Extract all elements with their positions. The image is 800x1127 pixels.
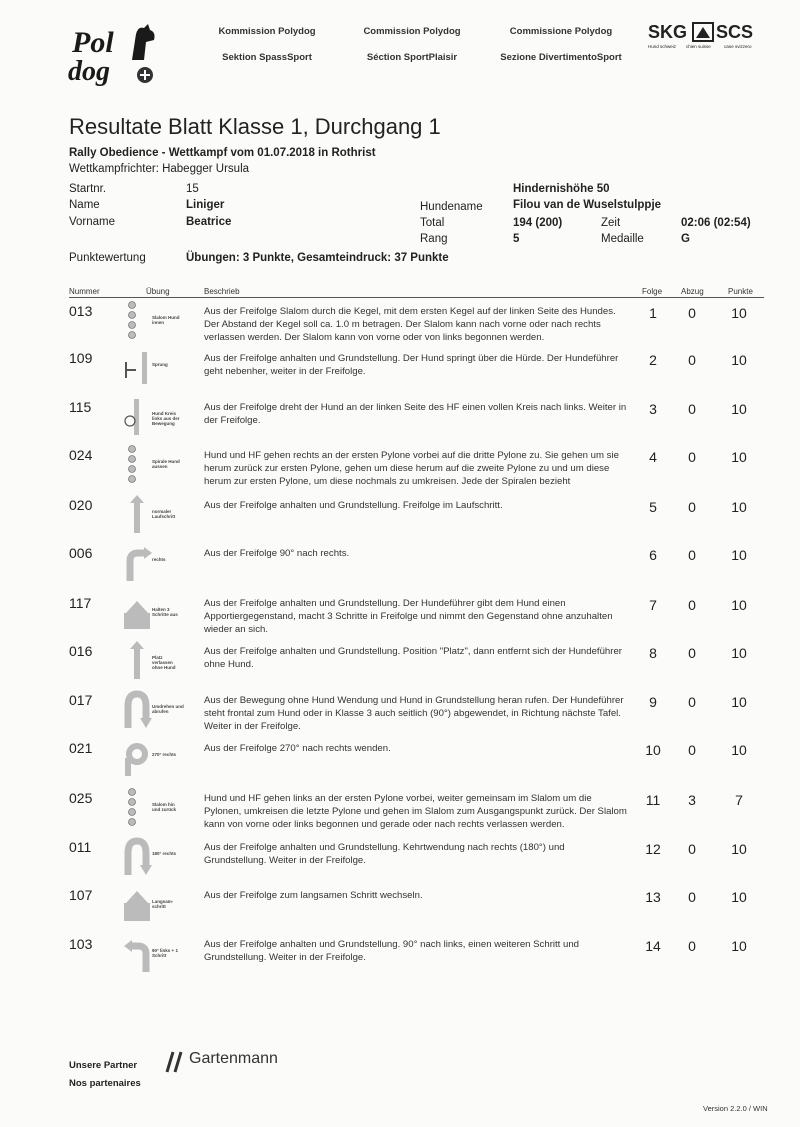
exercise-description: Aus der Freifolge anhalten und Grundstellung. Freifolge im Laufschritt. <box>204 500 503 511</box>
startnr-label: Startnr. <box>69 183 107 195</box>
table-row <box>0 889 800 935</box>
abzug-value: 0 <box>688 742 696 758</box>
exercise-sign-label: 270° rechts <box>152 752 177 757</box>
exercise-sign-label: Sprung <box>152 362 168 367</box>
exercise-number: 115 <box>69 399 92 415</box>
table-row <box>0 352 800 398</box>
exercise-sign-label: Platz verlassen ohne Hund <box>152 655 176 670</box>
col-uebung: Übung <box>146 287 170 296</box>
col-punkte: Punkte <box>728 287 753 296</box>
exercise-number: 016 <box>69 643 93 659</box>
punkte-value: 10 <box>731 694 747 710</box>
vorname-value: Beatrice <box>186 216 232 228</box>
exercise-sign-label: Spirale Hund aussen <box>152 459 180 469</box>
folge-value: 4 <box>649 449 657 465</box>
exercise-description: Aus der Freifolge 270° nach rechts wenden. <box>204 743 391 754</box>
zeit-label: Zeit <box>601 217 621 229</box>
punkte-value: 10 <box>731 449 747 465</box>
table-row <box>0 305 800 351</box>
exercise-number: 117 <box>69 595 92 611</box>
rang-value: 5 <box>513 233 520 245</box>
col-folge: Folge <box>642 287 663 296</box>
abzug-value: 0 <box>688 841 696 857</box>
exercise-sign-icon <box>118 934 188 978</box>
exercise-sign-icon <box>118 788 188 832</box>
exercise-sign-icon <box>118 445 188 489</box>
punkte-label: Punktewertung <box>69 252 146 264</box>
folge-value: 7 <box>649 597 657 613</box>
punkte-value: 10 <box>731 938 747 954</box>
table-row <box>0 645 800 691</box>
total-label: Total <box>420 217 445 229</box>
exercise-number: 017 <box>69 692 93 708</box>
zeit-value: 02:06 (02:54) <box>681 217 751 229</box>
abzug-value: 0 <box>688 645 696 661</box>
punkte-value: 7 <box>735 792 743 808</box>
exercise-sign-icon <box>118 543 188 587</box>
folge-value: 10 <box>645 742 661 758</box>
table-row <box>0 499 800 545</box>
abzug-value: 0 <box>688 889 696 905</box>
hundename-label: Hundename <box>420 201 483 213</box>
skg-scs-logo <box>646 22 762 52</box>
folge-value: 6 <box>649 547 657 563</box>
gartenmann-logo <box>163 1048 283 1078</box>
logo-text-bottom: dog <box>68 56 110 87</box>
exercise-sign-label: Slalom hin und zurück <box>152 802 177 812</box>
section-de: Sektion SpassSport <box>222 52 312 63</box>
col-abzug: Abzug <box>681 287 704 296</box>
punkte-value: 10 <box>731 401 747 417</box>
exercise-number: 107 <box>69 887 93 903</box>
abzug-value: 0 <box>688 938 696 954</box>
sponsor-name: Gartenmann <box>189 1050 278 1067</box>
exercise-description: Aus der Bewegung ohne Hund Wendung und Hund in Grundstellung heran rufen. Der Hundeführer steht frontal zum Hund oder in Klasse 3 auch seitlich (90°) abgewendet, in Richtung nächste Tafel. Weiter in der Freifolge. <box>204 695 624 732</box>
exercise-sign-label: Halten 3 Schritte aus <box>152 607 178 617</box>
folge-value: 5 <box>649 499 657 515</box>
exercise-number: 109 <box>69 350 93 366</box>
commission-de: Kommission Polydog <box>218 26 316 37</box>
exercise-number: 013 <box>69 303 93 319</box>
skg-sub2: chien suisse <box>686 44 711 49</box>
punkte-value: 10 <box>731 305 747 321</box>
abzug-value: 0 <box>688 352 696 368</box>
folge-value: 9 <box>649 694 657 710</box>
table-row <box>0 597 800 643</box>
folge-value: 13 <box>645 889 661 905</box>
logo-text-top: Pol <box>72 26 114 59</box>
abzug-value: 0 <box>688 499 696 515</box>
version-text: Version 2.2.0 / WIN <box>703 1104 768 1113</box>
commission-fr: Commission Polydog <box>363 26 461 37</box>
exercise-number: 021 <box>69 740 93 756</box>
abzug-value: 3 <box>688 792 696 808</box>
hindernis-height: Hindernishöhe 50 <box>513 183 610 195</box>
exercise-number: 020 <box>69 497 93 513</box>
punkte-value: 10 <box>731 889 747 905</box>
exercise-sign-label: 180° rechts <box>152 851 177 856</box>
hundename-value: Filou van de Wuselstulppje <box>513 199 662 211</box>
abzug-value: 0 <box>688 401 696 417</box>
total-value: 194 (200) <box>513 217 563 229</box>
scs-text: SCS <box>716 22 754 42</box>
punkte-value: 10 <box>731 742 747 758</box>
dog-silhouette-icon <box>124 24 164 64</box>
skg-text: SKG <box>648 22 688 42</box>
folge-value: 14 <box>645 938 661 954</box>
table-row <box>0 401 800 447</box>
exercise-sign-icon <box>118 837 188 881</box>
folge-value: 2 <box>649 352 657 368</box>
table-row <box>0 742 800 788</box>
exercise-description: Aus der Freifolge anhalten und Grundstellung. Position "Platz", dann entfernt sich der Hundeführer ohne Hund. <box>204 646 622 670</box>
folge-value: 11 <box>645 792 661 808</box>
exercise-sign-label: Langsam- schritt <box>152 899 174 909</box>
competition-subtitle: Rally Obedience - Wettkampf vom 01.07.2018 in Rothrist <box>69 147 376 159</box>
exercise-sign-icon <box>118 641 188 685</box>
exercise-sign-icon <box>118 690 188 734</box>
exercise-description: Hund und HF gehen rechts an der ersten Pylone vorbei auf die dritte Pylone zu. Sie gehen um sie herum zurück zur ersten Pylone, gehen um diese herum auf die zweite Pylone zu und um diese herum zur ersten Pylone, um diese nochmals zu umkreisen. Jede der Spiralen bezieht <box>204 450 619 487</box>
exercise-sign-icon <box>118 885 188 929</box>
medaille-label: Medaille <box>601 233 644 245</box>
table-row <box>0 694 800 740</box>
partner-fr: Nos partenaires <box>69 1078 141 1089</box>
skg-sub3: cane svizzero <box>724 44 752 49</box>
table-row <box>0 841 800 887</box>
punkte-value: 10 <box>731 597 747 613</box>
abzug-value: 0 <box>688 547 696 563</box>
exercise-sign-icon <box>118 301 188 345</box>
col-nummer: Nummer <box>69 287 100 296</box>
exercise-sign-icon <box>118 397 188 441</box>
abzug-value: 0 <box>688 694 696 710</box>
exercise-sign-label: Slalom Hund innen <box>152 315 180 325</box>
exercise-description: Aus der Freifolge zum langsamen Schritt wechseln. <box>204 890 423 901</box>
exercise-sign-label: Hund Kreis links aus der Bewegung <box>152 411 180 426</box>
table-row <box>0 792 800 838</box>
name-value: Liniger <box>186 199 225 211</box>
polydog-logo <box>66 24 166 94</box>
medaille-value: G <box>681 233 690 245</box>
folge-value: 1 <box>649 305 657 321</box>
exercise-number: 006 <box>69 545 93 561</box>
exercise-description: Aus der Freifolge 90° nach rechts. <box>204 548 350 559</box>
folge-value: 3 <box>649 401 657 417</box>
house-icon <box>692 22 714 42</box>
page-title: Resultate Blatt Klasse 1, Durchgang 1 <box>69 114 441 139</box>
punkte-value: Übungen: 3 Punkte, Gesamteindruck: 37 Punkte <box>186 252 449 264</box>
exercise-number: 011 <box>69 839 92 855</box>
partner-de: Unsere Partner <box>69 1060 138 1071</box>
exercise-sign-label: normaler Laufschritt <box>152 509 176 519</box>
exercise-sign-label: 90° links + 1 Schritt <box>152 948 178 958</box>
section-it: Sezione DivertimentoSport <box>500 52 622 63</box>
punkte-value: 10 <box>731 499 747 515</box>
folge-value: 12 <box>645 841 661 857</box>
header-divider <box>69 297 764 298</box>
punkte-value: 10 <box>731 841 747 857</box>
rang-label: Rang <box>420 233 448 245</box>
exercise-description: Aus der Freifolge Slalom durch die Kegel, mit dem ersten Kegel auf der linken Seite des Hundes. Der Abstand der Kegel soll ca. 1.0 m betragen. Der Slalom kann nach vorne oder nach rechts verlassen werden. Der Slalom kann von vorne oder von links begonnen werden. <box>204 306 616 343</box>
punkte-value: 10 <box>731 645 747 661</box>
exercise-number: 024 <box>69 447 93 463</box>
exercise-description: Aus der Freifolge anhalten und Grundstellung. 90° nach links, einen weiteren Schritt und Grundstellung. Weiter in der Freifolge. <box>204 939 580 963</box>
punkte-value: 10 <box>731 547 747 563</box>
exercise-sign-label: Umdrehen und abrufen <box>152 704 184 714</box>
abzug-value: 0 <box>688 305 696 321</box>
exercise-sign-label: rechts <box>152 557 166 562</box>
punkte-value: 10 <box>731 352 747 368</box>
folge-value: 8 <box>649 645 657 661</box>
plus-circle-icon <box>136 66 154 84</box>
col-beschrieb: Beschrieb <box>204 287 240 296</box>
gartenmann-mark-icon <box>163 1050 185 1074</box>
abzug-value: 0 <box>688 449 696 465</box>
exercise-description: Aus der Freifolge anhalten und Grundstellung. Der Hund springt über die Hürde. Der Hundeführer geht nebenher, weiter in der Freifolge. <box>204 353 619 377</box>
commission-it: Commissione Polydog <box>509 26 613 37</box>
table-row <box>0 449 800 495</box>
exercise-number: 025 <box>69 790 93 806</box>
vorname-label: Vorname <box>69 216 116 228</box>
judge-name: Wettkampfrichter: Habegger Ursula <box>69 163 250 175</box>
exercise-description: Aus der Freifolge anhalten und Grundstellung. Kehrtwendung nach rechts (180°) und Grundstellung. Weiter in der Freifolge. <box>204 842 565 866</box>
exercise-description: Hund und HF gehen links an der ersten Pylone vorbei, weiter gemeinsam im Slalom um die Pylonen, umkreisen die letzte Pylone und gehen im Slalom zum Ausgangspunkt zurück. Der Slalom kann von vorne oder links begonnen und gerade oder nach rechts verlassen werden. <box>204 793 627 830</box>
exercise-description: Aus der Freifolge dreht der Hund an der linken Seite des HF einen vollen Kreis nach links. Weiter in der Freifolge. <box>204 402 627 426</box>
exercise-number: 103 <box>69 936 93 952</box>
table-row <box>0 938 800 984</box>
exercise-sign-icon <box>118 495 188 539</box>
exercise-sign-icon <box>118 593 188 637</box>
exercise-sign-icon <box>118 738 188 782</box>
exercise-description: Aus der Freifolge anhalten und Grundstellung. Der Hundeführer gibt dem Hund einen Apportiergegenstand, macht 3 Schritte in Freifolge und nimmt den Gegenstand ohne anzuhalten wieder an sich. <box>204 598 613 635</box>
name-label: Name <box>69 199 100 211</box>
startnr-value: 15 <box>186 183 199 195</box>
skg-sub1: Hund schweiz <box>648 44 677 49</box>
exercise-sign-icon <box>118 348 188 392</box>
table-row <box>0 547 800 593</box>
section-fr: Séction SportPlaisir <box>366 52 458 63</box>
abzug-value: 0 <box>688 597 696 613</box>
